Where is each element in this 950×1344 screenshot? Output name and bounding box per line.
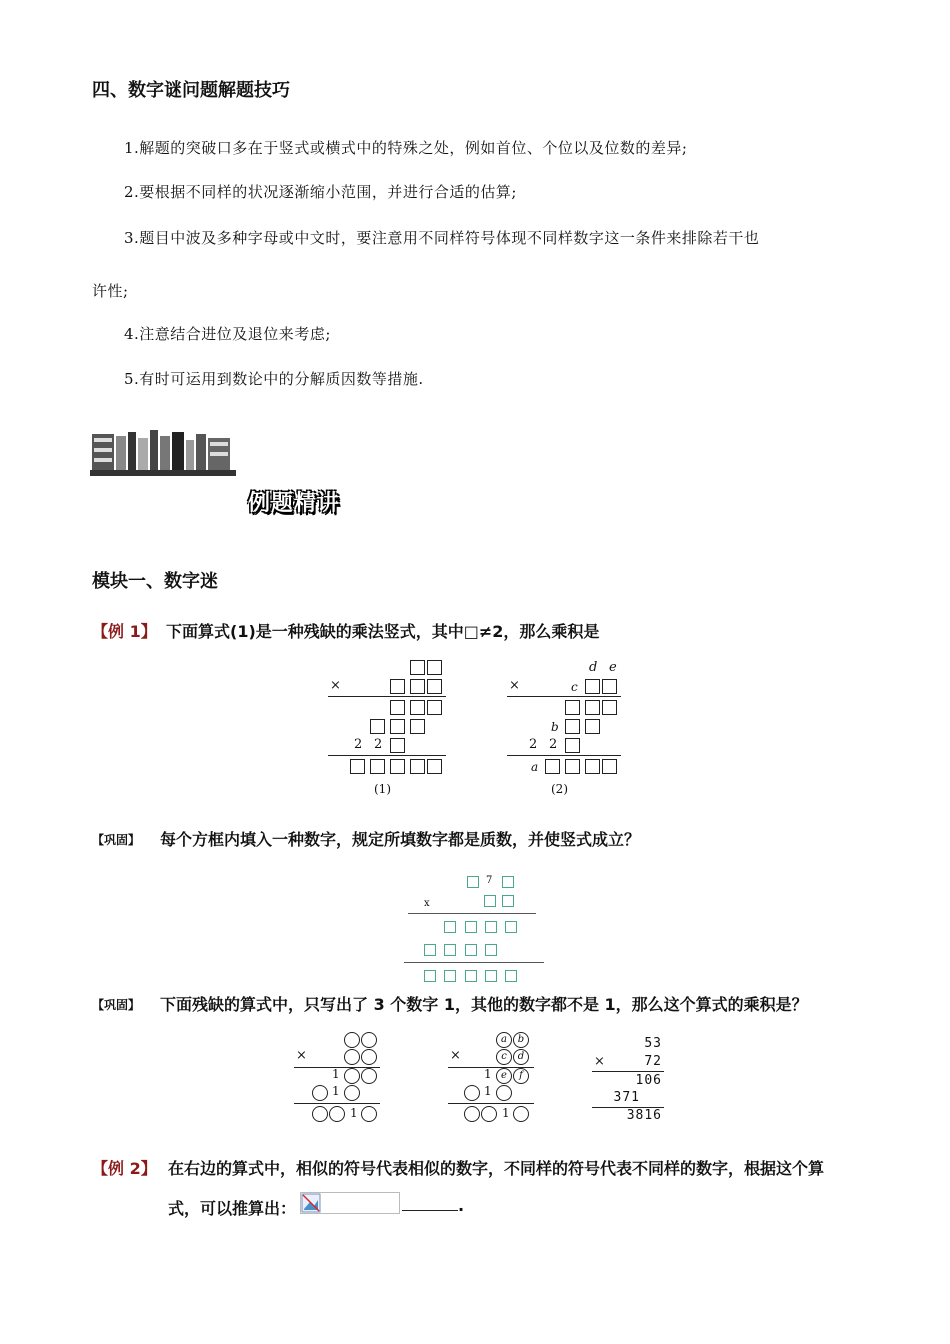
tip-4: 4.注意结合进位及退位来考虑; xyxy=(124,325,331,343)
example-2-text-line2: 式，可以推算出： xyxy=(168,1199,297,1218)
consolidate-2-figure-c: 53 × 72 106 371 3816 xyxy=(594,1036,662,1123)
consolidate-2-figure-a: × 1 1 1 xyxy=(288,1030,388,1125)
books-banner-icon xyxy=(90,428,240,478)
tip-3: 3.题目中波及多种字母或中文时，要注意用不同样符号体现不同样数字这一条件来排除若干也 xyxy=(124,229,760,247)
example-2-ending: . xyxy=(458,1196,465,1215)
consolidate-2-figure-b: a b × c d 1 e f 1 1 xyxy=(444,1030,544,1125)
answer-blank xyxy=(402,1210,458,1211)
banner-title: 例题精讲 xyxy=(248,491,341,516)
section-title: 四、数字谜问题解题技巧 xyxy=(92,80,290,101)
tip-3-cont: 许性; xyxy=(92,282,129,300)
figure-2: d e × c b 2 2 a (2) xyxy=(505,658,635,798)
tip-1: 1.解题的突破口多在于竖式或横式中的特殊之处，例如首位、个位以及位数的差异; xyxy=(124,139,688,157)
tip-5: 5.有时可运用到数论中的分解质因数等措施. xyxy=(124,370,424,388)
figure-1: × 2 2 (1) xyxy=(326,658,456,798)
consolidate-1-figure: 7 x xyxy=(400,870,550,985)
module-title: 模块一、数字迷 xyxy=(92,571,218,592)
consolidate-1-text: 每个方框内填入一种数字，规定所填数字都是质数，并使竖式成立？ xyxy=(160,830,641,849)
example-2-text-line1: 在右边的算式中，相似的符号代表相似的数字，不同样的符号代表不同样的数字，根据这个算 xyxy=(168,1159,825,1178)
example-1-text: 下面算式(1)是一种残缺的乘法竖式，其中□≠2，那么乘积是 xyxy=(166,622,600,641)
broken-image-icon xyxy=(301,1193,321,1213)
formula-image-placeholder xyxy=(300,1192,400,1214)
consolidate-1-label: 【巩固】 xyxy=(92,833,141,847)
consolidate-2-label: 【巩固】 xyxy=(92,998,141,1012)
consolidate-2-text: 下面残缺的算式中，只写出了 3 个数字 1，其他的数字都不是 1，那么这个算式的乘积是？ xyxy=(160,995,808,1014)
example-1-label: 【例 1】 xyxy=(92,622,157,641)
example-2-label: 【例 2】 xyxy=(92,1159,157,1178)
tip-2: 2.要根据不同样的状况逐渐缩小范围，并进行合适的估算; xyxy=(124,183,517,201)
